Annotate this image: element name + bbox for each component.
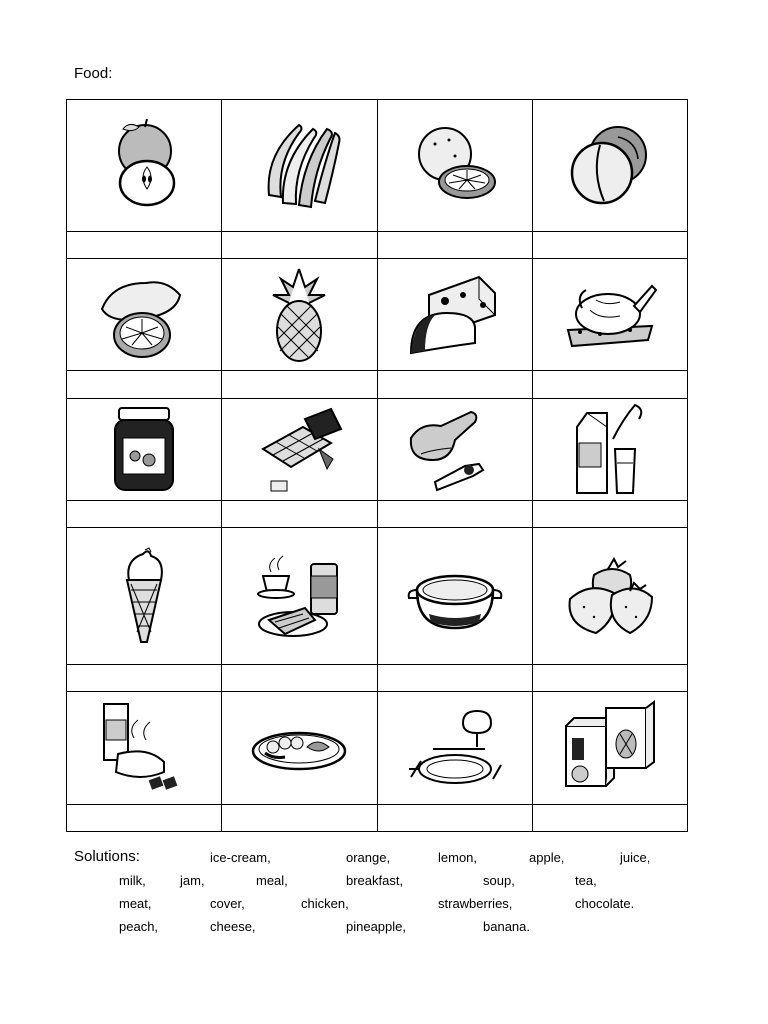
answer-cell[interactable]: [377, 231, 532, 258]
answer-cell[interactable]: [67, 501, 222, 528]
answer-cell[interactable]: [377, 501, 532, 528]
solution-word: cheese,: [210, 919, 256, 934]
answer-cell[interactable]: [377, 665, 532, 692]
picture-cell: [532, 528, 687, 665]
answer-cell[interactable]: [222, 804, 377, 831]
picture-cell: [67, 258, 222, 371]
picture-cell: [532, 100, 687, 232]
solution-word: soup,: [483, 873, 515, 888]
worksheet-title: Food:: [74, 65, 113, 82]
picture-cell: [222, 258, 377, 371]
answer-cell[interactable]: [377, 371, 532, 398]
cheese-icon: [378, 265, 532, 365]
picture-cell: [377, 258, 532, 371]
picture-cell: [532, 692, 687, 805]
solution-word: apple,: [529, 850, 565, 865]
picture-cell: [67, 692, 222, 805]
solution-word: peach,: [119, 919, 159, 934]
solution-word: meal,: [256, 873, 288, 888]
solution-word: tea,: [575, 873, 597, 888]
picture-cell: [222, 692, 377, 805]
picture-cell: [67, 398, 222, 501]
answer-cell[interactable]: [532, 804, 687, 831]
solution-word: cover,: [210, 896, 245, 911]
picture-cell: [67, 528, 222, 665]
peach-icon: [533, 115, 687, 215]
answer-cell[interactable]: [222, 371, 377, 398]
answer-cell[interactable]: [532, 665, 687, 692]
picture-cell: [222, 528, 377, 665]
apple-icon: [67, 115, 221, 215]
solutions-label: Solutions:: [74, 848, 140, 865]
answer-cell[interactable]: [532, 501, 687, 528]
picture-cell: [377, 528, 532, 665]
tea-icon: [67, 698, 221, 798]
chicken-icon: [533, 270, 687, 360]
picture-cell: [532, 258, 687, 371]
solution-word: milk,: [119, 873, 146, 888]
soup-icon: [378, 556, 532, 636]
cover-icon: [378, 703, 532, 793]
ice-cream-icon: [67, 546, 221, 646]
pineapple-icon: [222, 265, 376, 365]
answer-cell[interactable]: [222, 665, 377, 692]
answer-cell[interactable]: [532, 231, 687, 258]
chocolate-icon: [222, 399, 376, 499]
picture-cell: [222, 398, 377, 501]
answer-cell[interactable]: [67, 231, 222, 258]
answer-cell[interactable]: [67, 804, 222, 831]
orange-icon: [378, 120, 532, 210]
solution-word: strawberries,: [438, 896, 513, 911]
solution-word: orange,: [346, 850, 391, 865]
solution-word: pineapple,: [346, 919, 406, 934]
answer-cell[interactable]: [222, 231, 377, 258]
strawberries-icon: [533, 551, 687, 641]
solution-word: banana.: [483, 919, 530, 934]
answer-cell[interactable]: [532, 371, 687, 398]
juice-icon: [533, 698, 687, 798]
meat-icon: [378, 404, 532, 494]
solution-word: juice,: [620, 850, 651, 865]
meal-icon: [222, 713, 376, 783]
picture-cell: [377, 100, 532, 232]
solution-word: ice-cream,: [210, 850, 271, 865]
lemon-icon: [67, 265, 221, 365]
breakfast-icon: [222, 546, 376, 646]
solution-word: breakfast,: [346, 873, 404, 888]
picture-cell: [67, 100, 222, 232]
picture-cell: [222, 100, 377, 232]
answer-cell[interactable]: [377, 804, 532, 831]
food-picture-grid: [66, 99, 688, 832]
milk-icon: [533, 399, 687, 499]
picture-cell: [377, 398, 532, 501]
solution-word: chicken,: [301, 896, 349, 911]
answer-cell[interactable]: [67, 665, 222, 692]
answer-cell[interactable]: [222, 501, 377, 528]
solution-word: jam,: [180, 873, 205, 888]
solution-word: lemon,: [438, 850, 478, 865]
solution-word: meat,: [119, 896, 152, 911]
banana-icon: [222, 115, 376, 215]
jam-icon: [67, 404, 221, 494]
picture-cell: [377, 692, 532, 805]
solution-word: chocolate.: [575, 896, 635, 911]
answer-cell[interactable]: [67, 371, 222, 398]
picture-cell: [532, 398, 687, 501]
